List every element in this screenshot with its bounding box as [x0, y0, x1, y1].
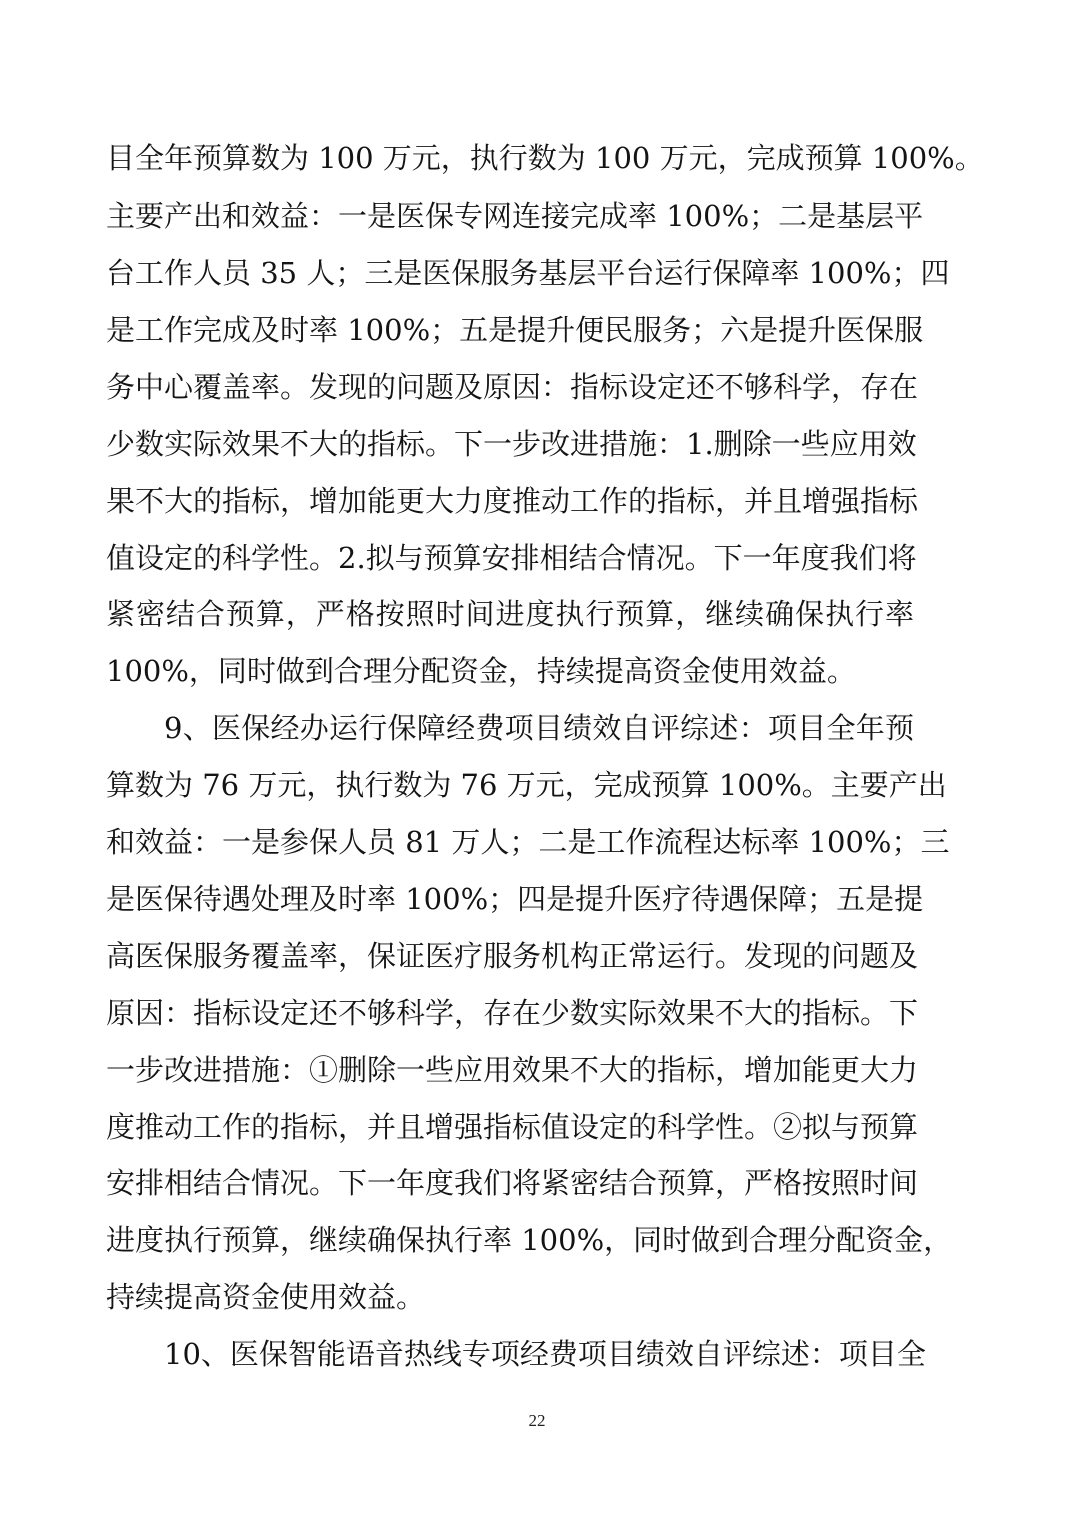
text-line: 少数实际效果不大的指标。下一步改进措施：1.删除一些应用效: [106, 427, 917, 461]
paragraph-end-line: 持续提高资金使用效益。: [106, 1280, 426, 1314]
text-line: 是医保待遇处理及时率 100%；四是提升医疗待遇保障；五是提: [106, 882, 924, 916]
paragraph-first-line: 9、医保经办运行保障经费项目绩效自评综述：项目全年预: [164, 711, 914, 745]
text-line: 值设定的科学性。2.拟与预算安排相结合情况。下一年度我们将: [106, 541, 917, 575]
paragraph-first-line: 10、医保智能语音热线专项经费项目绩效自评综述：项目全: [164, 1337, 926, 1371]
text-line: 紧密结合预算，严格按照时间进度执行预算，继续确保执行率: [106, 597, 914, 631]
text-line: 算数为 76 万元，执行数为 76 万元，完成预算 100%。主要产出: [106, 768, 947, 802]
text-line: 进度执行预算，继续确保执行率 100%，同时做到合理分配资金，: [106, 1223, 953, 1257]
text-line: 安排相结合情况。下一年度我们将紧密结合预算，严格按照时间: [106, 1166, 919, 1200]
text-line: 和效益：一是参保人员 81 万人；二是工作流程达标率 100%；三: [106, 825, 950, 859]
page-number: 22: [528, 1411, 546, 1430]
text-line: 目全年预算数为 100 万元，执行数为 100 万元，完成预算 100%。: [106, 141, 984, 175]
text-line: 度推动工作的指标，并且增强指标值设定的科学性。②拟与预算: [106, 1110, 919, 1144]
text-line: 果不大的指标，增加能更大力度推动工作的指标，并且增强指标: [106, 484, 919, 518]
text-line: 台工作人员 35 人；三是医保服务基层平台运行保障率 100%；四: [106, 256, 950, 290]
text-line: 主要产出和效益：一是医保专网连接完成率 100%；二是基层平: [106, 199, 924, 233]
text-line: 是工作完成及时率 100%；五是提升便民服务；六是提升医保服: [106, 313, 924, 347]
text-line: 一步改进措施：①删除一些应用效果不大的指标，增加能更大力: [106, 1053, 919, 1087]
text-line: 高医保服务覆盖率，保证医疗服务机构正常运行。发现的问题及: [106, 939, 919, 973]
paragraph-end-line: 100%，同时做到合理分配资金，持续提高资金使用效益。: [106, 654, 856, 688]
text-line: 务中心覆盖率。发现的问题及原因：指标设定还不够科学，存在: [106, 370, 919, 404]
text-line: 原因：指标设定还不够科学，存在少数实际效果不大的指标。下: [106, 996, 919, 1030]
